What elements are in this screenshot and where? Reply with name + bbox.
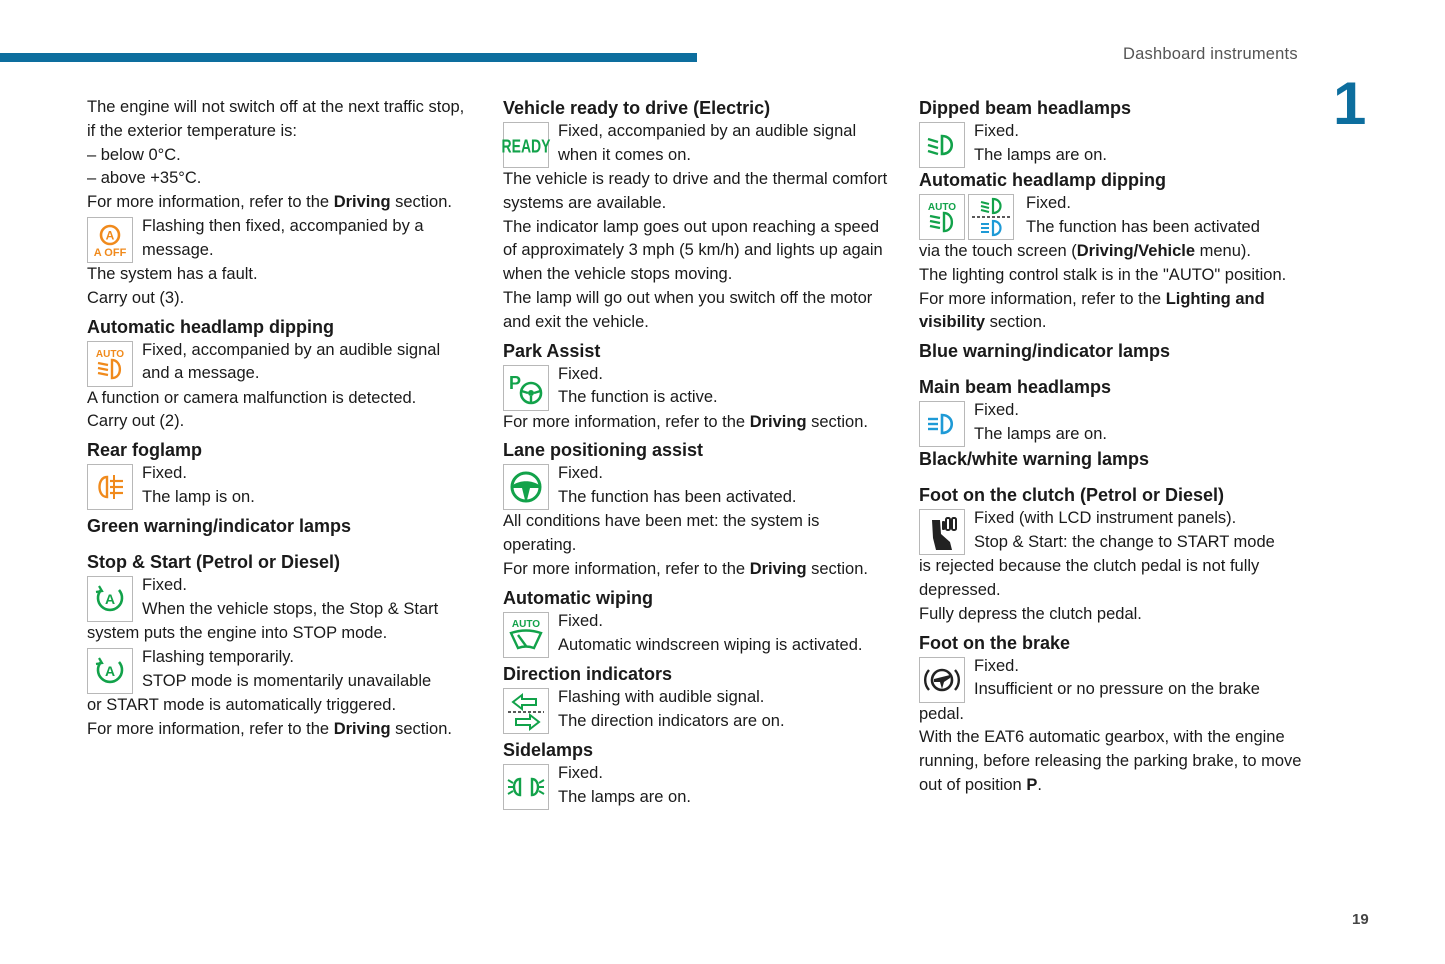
clutch-row bbox=[919, 507, 1309, 555]
column-2 bbox=[503, 96, 893, 810]
direction-line: Flashing with audible signal. bbox=[558, 687, 765, 706]
heading-blue-lamps: Blue warning/indicator lamps bbox=[919, 341, 1171, 362]
svg-text:AUTO: AUTO bbox=[95, 348, 125, 360]
dipped-beam-icon bbox=[919, 122, 965, 168]
stop-start-line: or START mode is automatically triggered. bbox=[87, 695, 397, 714]
brake-icon bbox=[919, 657, 965, 703]
heading-brake: Foot on the brake bbox=[919, 632, 1071, 653]
main-beam-line: Fixed. bbox=[974, 401, 1019, 420]
heading-dipped: Dipped beam headlamps bbox=[919, 98, 1132, 118]
svg-text:READY: READY bbox=[501, 136, 551, 157]
direction-row bbox=[503, 686, 893, 734]
fault-line: message. bbox=[142, 240, 214, 259]
heading-clutch: Foot on the clutch (Petrol or Diesel) bbox=[919, 485, 1225, 506]
chapter-number: 1 bbox=[1333, 70, 1367, 137]
rear-fog-line: Fixed. bbox=[142, 464, 187, 483]
auto-headlamp-icon bbox=[919, 194, 965, 240]
rear-fog-row bbox=[87, 462, 472, 510]
dipped-line: The lamps are on. bbox=[974, 145, 1107, 164]
park-assist-row bbox=[503, 363, 893, 411]
sidelamps-line: Fixed. bbox=[558, 763, 603, 782]
fault-text: The system has a fault. bbox=[87, 264, 258, 283]
auto-wiping-icon bbox=[503, 612, 549, 658]
auto-dip-text: A function or camera malfunction is detected. bbox=[87, 388, 417, 407]
park-assist-icon bbox=[503, 365, 549, 411]
sidelamps-icon bbox=[503, 764, 549, 810]
more-info: For more information, refer to the Driving section. bbox=[503, 412, 868, 431]
heading-ready: Vehicle ready to drive (Electric) bbox=[503, 98, 771, 118]
main-beam-icon bbox=[919, 401, 965, 447]
heading-sidelamps: Sidelamps bbox=[503, 739, 594, 760]
clutch-line: Fixed (with LCD instrument panels). bbox=[974, 509, 1237, 528]
more-info: For more information, refer to the Driving section. bbox=[87, 193, 452, 212]
ready-row bbox=[503, 120, 893, 168]
ready-line: Fixed, accompanied by an audible signal bbox=[558, 122, 857, 140]
page-number: 19 bbox=[1352, 911, 1369, 928]
auto-dip-green-row bbox=[919, 192, 1309, 240]
clutch-line: is rejected because the clutch pedal is not fully depressed. bbox=[919, 557, 1260, 599]
heading-direction: Direction indicators bbox=[503, 663, 673, 684]
auto-dip-line: and a message. bbox=[142, 364, 260, 383]
column-1 bbox=[87, 96, 472, 742]
auto-dip-stalk: The lighting control stalk is in the "AUTO" position. bbox=[919, 265, 1287, 284]
stop-start-flash-row bbox=[87, 646, 472, 694]
heading-green-lamps: Green warning/indicator lamps bbox=[87, 516, 352, 537]
auto-dip-line: Fixed. bbox=[1026, 194, 1071, 212]
ready-text: The indicator lamp goes out upon reaching a speed of approximately 3 mph (5 km/h) and lights up again when the vehicle stops moving. bbox=[503, 217, 883, 284]
intro-item: – below 0°C. bbox=[87, 145, 181, 164]
intro-item: – above +35°C. bbox=[87, 169, 202, 188]
direction-indicators-icon bbox=[503, 688, 549, 734]
fault-line: Flashing then fixed, accompanied by a bbox=[142, 216, 424, 235]
heading-bw-lamps: Black/white warning lamps bbox=[919, 449, 1150, 470]
stop-start-line: Fixed. bbox=[142, 576, 187, 595]
steering-wheel-icon bbox=[503, 464, 549, 510]
auto-dip-text: Carry out (2). bbox=[87, 412, 185, 431]
lane-line: Fixed. bbox=[558, 464, 603, 483]
foot-clutch-icon bbox=[919, 509, 965, 555]
stop-start-fixed-row bbox=[87, 574, 472, 622]
svg-text:A: A bbox=[104, 662, 116, 679]
stop-start-icon bbox=[87, 576, 133, 622]
direction-line: The direction indicators are on. bbox=[558, 711, 785, 730]
clutch-line: Stop & Start: the change to START mode bbox=[974, 532, 1275, 551]
clutch-line: Fully depress the clutch pedal. bbox=[919, 604, 1142, 623]
heading-park-assist: Park Assist bbox=[503, 340, 601, 361]
dipped-row bbox=[919, 120, 1309, 168]
park-assist-line: The function is active. bbox=[558, 388, 718, 407]
auto-dip-line: The function has been activated bbox=[1026, 217, 1260, 236]
more-info: For more information, refer to the Driving section. bbox=[87, 719, 452, 738]
wiping-line: Automatic windscreen wiping is activated. bbox=[558, 635, 863, 654]
stop-start-icon bbox=[87, 648, 133, 694]
main-beam-row bbox=[919, 399, 1309, 447]
ready-text: The vehicle is ready to drive and the thermal comfort systems are available. bbox=[503, 170, 888, 212]
heading-rear-fog: Rear foglamp bbox=[87, 440, 203, 461]
wiping-line: Fixed. bbox=[558, 611, 603, 630]
auto-dip-line: Fixed, accompanied by an audible signal bbox=[142, 340, 441, 359]
heading-lane-assist: Lane positioning assist bbox=[503, 440, 704, 461]
fault-text: Carry out (3). bbox=[87, 288, 185, 307]
park-assist-line: Fixed. bbox=[558, 364, 603, 383]
ready-line: when it comes on. bbox=[558, 145, 691, 164]
header-accent-bar bbox=[0, 53, 697, 62]
stop-start-line: When the vehicle stops, the Stop & Start bbox=[142, 599, 439, 618]
more-info: For more information, refer to the Lighting and visibility section. bbox=[919, 289, 1265, 332]
heading-stop-start: Stop & Start (Petrol or Diesel) bbox=[87, 552, 341, 573]
brake-row bbox=[919, 655, 1309, 703]
stop-start-line: Flashing temporarily. bbox=[142, 647, 294, 666]
column-3 bbox=[919, 96, 1309, 798]
svg-text:A: A bbox=[104, 591, 116, 608]
svg-text:A: A bbox=[105, 228, 115, 243]
rear-fog-line: The lamp is on. bbox=[142, 487, 255, 506]
auto-dip-row bbox=[87, 339, 472, 387]
intro-text: The engine will not switch off at the next traffic stop, if the exterior temperature is: bbox=[87, 98, 465, 140]
lane-row bbox=[503, 462, 893, 510]
fault-row bbox=[87, 215, 472, 263]
dipped-main-beam-icon bbox=[968, 194, 1014, 240]
wiping-row bbox=[503, 610, 893, 658]
svg-text:AUTO: AUTO bbox=[927, 202, 957, 213]
main-beam-line: The lamps are on. bbox=[974, 424, 1107, 443]
svg-text:AUTO: AUTO bbox=[511, 618, 541, 630]
sidelamps-row bbox=[503, 762, 893, 810]
sidelamps-line: The lamps are on. bbox=[558, 787, 691, 806]
rear-foglamp-icon bbox=[87, 464, 133, 510]
stop-start-off-icon bbox=[87, 217, 133, 263]
stop-start-line: system puts the engine into STOP mode. bbox=[87, 624, 388, 643]
auto-dip-cont: via the touch screen (Driving/Vehicle menu). bbox=[919, 242, 1251, 260]
heading-auto-dip: Automatic headlamp dipping bbox=[87, 316, 335, 337]
brake-line: Fixed. bbox=[974, 656, 1019, 675]
brake-line: pedal. bbox=[919, 704, 964, 723]
brake-text: With the EAT6 automatic gearbox, with the engine running, before releasing the parking brake, to move out of position P. bbox=[919, 728, 1302, 794]
brake-line: Insufficient or no pressure on the brake bbox=[974, 680, 1260, 699]
stop-start-line: STOP mode is momentarily unavailable bbox=[142, 671, 432, 690]
more-info: For more information, refer to the Driving section. bbox=[503, 559, 868, 578]
heading-auto-dip-green: Automatic headlamp dipping bbox=[919, 170, 1167, 190]
section-title: Dashboard instruments bbox=[1123, 45, 1298, 63]
ready-icon bbox=[503, 122, 549, 168]
heading-auto-wiping: Automatic wiping bbox=[503, 587, 653, 608]
heading-main-beam: Main beam headlamps bbox=[919, 377, 1112, 398]
lane-line: The function has been activated. bbox=[558, 488, 797, 507]
svg-text:P: P bbox=[508, 372, 522, 393]
lane-text: All conditions have been met: the system is operating. bbox=[503, 512, 820, 555]
svg-text:A OFF: A OFF bbox=[93, 246, 127, 259]
auto-headlamp-icon bbox=[87, 341, 133, 387]
ready-text: The lamp will go out when you switch off the motor and exit the vehicle. bbox=[503, 288, 873, 331]
dipped-line: Fixed. bbox=[974, 122, 1019, 140]
